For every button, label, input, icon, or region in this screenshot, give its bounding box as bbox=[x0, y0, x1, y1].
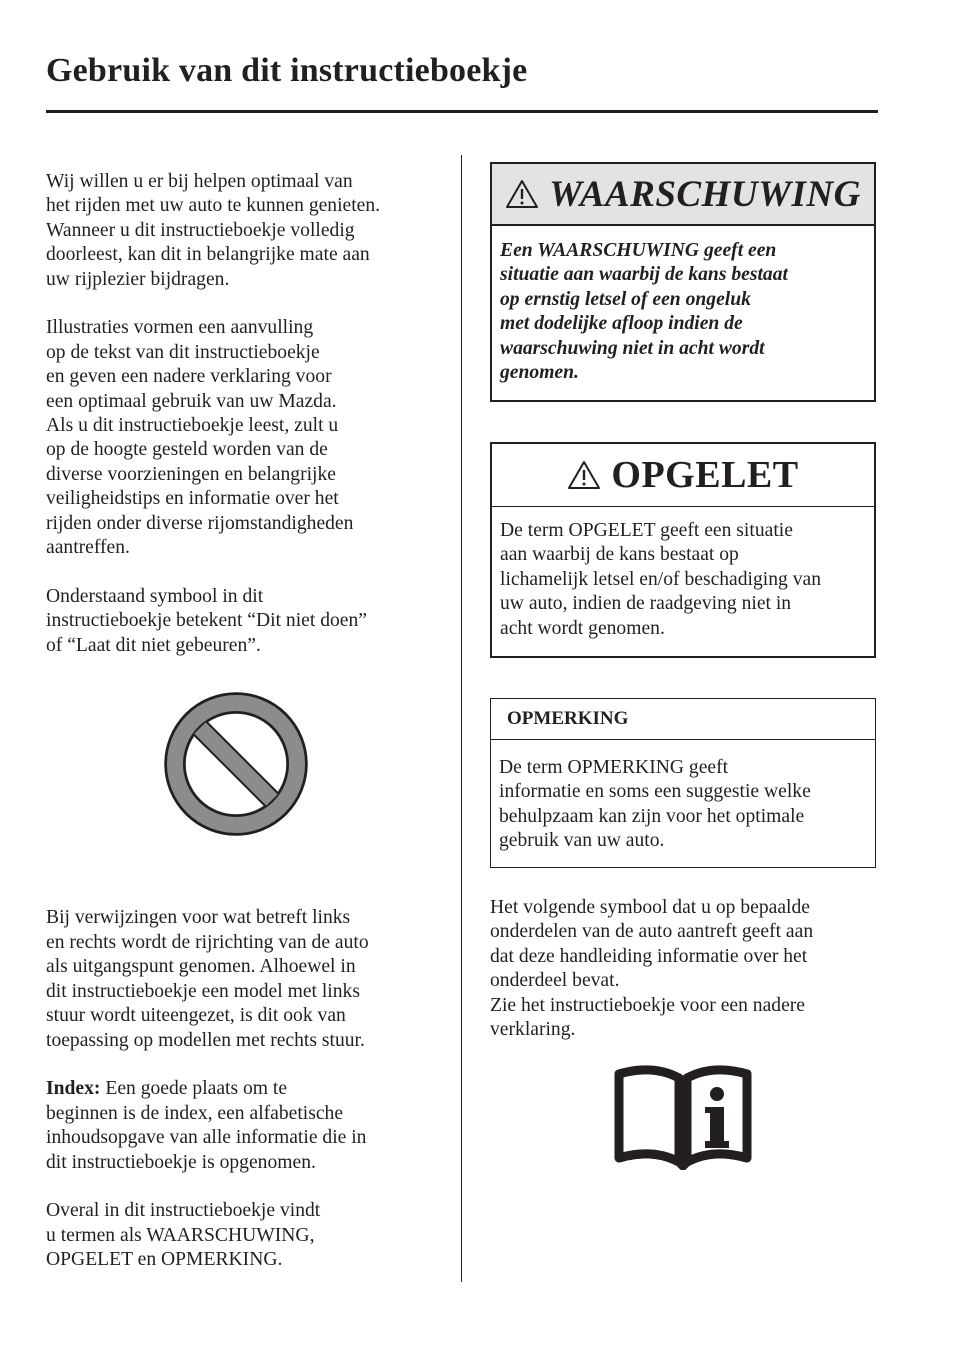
warning-box bbox=[490, 162, 876, 402]
direction-paragraph: Bij verwijzingen voor wat betreft links en rechts wordt de rijrichting van de auto als uitgangspunt genomen. Alhoewel in dit instructieboekje een model met links stuur wordt uiteengezet, is dit ook van toepassing op modellen met rechts stuur. bbox=[46, 907, 369, 1051]
index-term: Index: bbox=[46, 1078, 101, 1100]
note-body: De term OPMERKING geeft informatie en soms een suggestie welke behulpzaam kan zijn voor het optimale gebruik van uw auto. bbox=[499, 757, 811, 852]
title-rule bbox=[46, 110, 878, 113]
warning-title: WAARSCHUWING bbox=[549, 173, 861, 215]
manual-info-icon bbox=[613, 1062, 753, 1170]
caution-body: De term OPGELET geeft een situatie aan waarbij de kans bestaat op lichamelijk letsel en/of beschadiging van uw auto, indien de raadgeving niet in acht wordt genomen. bbox=[500, 520, 822, 639]
index-paragraph bbox=[46, 1077, 446, 1175]
caution-header bbox=[492, 444, 874, 507]
manual-symbol-paragraph: Het volgende symbool dat u op bepaalde onderdelen van de auto aantreft geeft aan dat deze handleiding informatie over het onderdeel bevat. Zie het instructieboekje voor een nadere verklaring. bbox=[490, 897, 814, 1041]
illustrations-paragraph: Illustraties vormen een aanvulling op de tekst van dit instructieboekje en geven een nadere verklaring voor een optimaal gebruik van uw Mazda. Als u dit instructieboekje leest, zult u op de hoogte gesteld worden van de diverse voorzieningen en belangrijke veiligheidstips en informatie over het rijden onder diverse rijomstandigheden aantreffen. bbox=[46, 317, 354, 559]
note-box bbox=[490, 698, 876, 868]
left-column bbox=[46, 170, 446, 1297]
caution-title: OPGELET bbox=[611, 454, 799, 496]
caution-box bbox=[490, 442, 876, 658]
warning-triangle-icon bbox=[505, 179, 539, 209]
warning-header bbox=[492, 164, 874, 226]
warning-body: Een WAARSCHUWING geeft een situatie aan waarbij de kans bestaat op ernstig letsel of een ongeluk met dodelijke afloop indien de waarschuwing niet in acht wordt genomen. bbox=[500, 240, 788, 384]
index-text: Een goede plaats om te beginnen is de index, een alfabetische inhoudsopgave van alle informatie die in dit instructieboekje is opgenomen. bbox=[46, 1078, 367, 1173]
intro-paragraph: Wij willen u er bij helpen optimaal van het rijden met uw auto te kunnen genieten. Wanneer u dit instructieboekje volledig doorleest, kan dit in belangrijke mate aan uw rijplezier bijdragen. bbox=[46, 171, 381, 290]
prohibition-icon bbox=[164, 692, 308, 836]
note-header bbox=[491, 699, 875, 740]
warning-triangle-icon bbox=[567, 460, 601, 490]
terms-paragraph: Overal in dit instructieboekje vindt u termen als WAARSCHUWING, OPGELET en OPMERKING. bbox=[46, 1200, 321, 1271]
symbol-paragraph: Onderstaand symbool in dit instructieboekje betekent “Dit niet doen” of “Laat dit niet gebeuren”. bbox=[46, 585, 368, 656]
prohibition-figure bbox=[46, 682, 446, 882]
column-divider bbox=[461, 155, 462, 1282]
note-title: OPMERKING bbox=[507, 708, 629, 729]
page-title: Gebruik van dit instructieboekje bbox=[46, 52, 528, 89]
